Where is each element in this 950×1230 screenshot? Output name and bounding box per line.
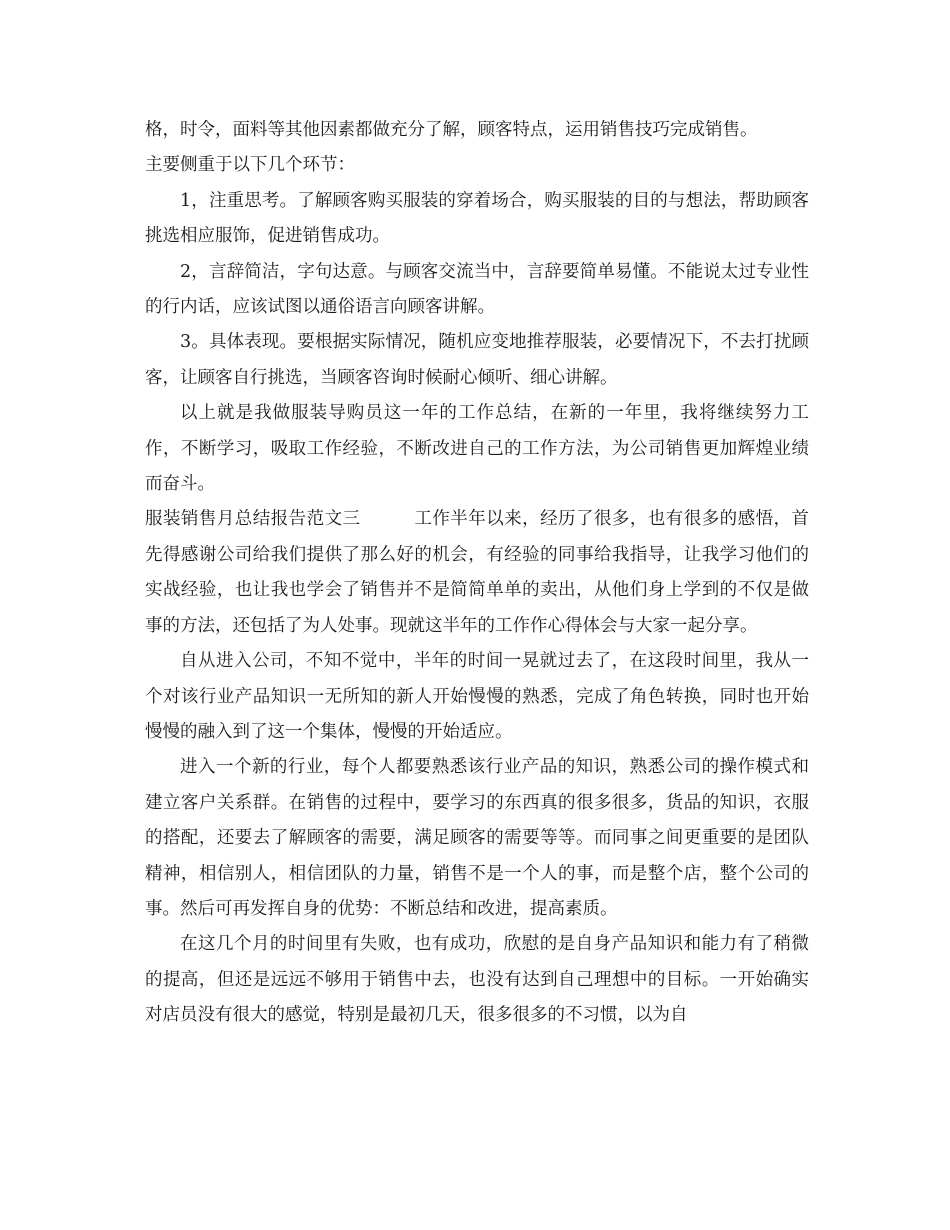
paragraph-10: 在这几个月的时间里有失败，也有成功，欣慰的是自身产品知识和能力有了稍微的提高，但还是远远不够用于销售中去，也没有达到自己理想中的目标。一开始确实对店员没有很大的感觉，特别是最初几天，很多很多的不习惯，以为自: [145, 934, 809, 1026]
paragraph-9: 进入一个新的行业，每个人都要熟悉该行业产品的知识，熟悉公司的操作模式和建立客户关系群。在销售的过程中，要学习的东西真的很多很多，货品的知识，衣服的搭配，还要去了解顾客的需要，满足顾客的需要等等。而同事之间更重要的是团队精神，相信别人，相信团队的力量，销售不是一个人的事，而是整个店，整个公司的事。然后可再发挥自身的优势：不断总结和改进，提高素质。: [145, 757, 809, 919]
paragraph-7: 服装销售月总结报告范文三 工作半年以来，经历了很多，也有很多的感悟，首先得感谢公司给我们提供了那么好的机会，有经验的同事给我指导，让我学习他们的实战经验，也让我也学会了销售并不是简简单单的卖出，从他们身上学到的不仅是做事的方法，还包括了为人处事。现就这半年的工作作心得体会与大家一起分享。: [145, 509, 809, 636]
paragraph-8: 自从进入公司，不知不觉中，半年的时间一晃就过去了，在这段时间里，我从一个对该行业产品知识一无所知的新人开始慢慢的熟悉，完成了角色转换，同时也开始慢慢的融入到了这一个集体，慢慢的开始适应。: [145, 651, 809, 742]
paragraph-4: 2，言辞简洁，字句达意。与顾客交流当中，言辞要简单易懂。不能说太过专业性的行内话，应该试图以通俗语言向顾客讲解。: [145, 261, 809, 318]
paragraph-5: 3。具体表现。要根据实际情况，随机应变地推荐服装，必要情况下，不去打扰顾客，让顾客自行挑选，当顾客咨询时候耐心倾听、细心讲解。: [145, 332, 809, 388]
paragraph-3: 1，注重思考。了解顾客购买服装的穿着场合，购买服装的目的与想法，帮助顾客挑选相应服饰，促进销售成功。: [145, 190, 809, 247]
paragraph-2: 主要侧重于以下几个环节：: [145, 155, 355, 176]
document-body: [145, 113, 809, 1034]
paragraph-1: 格，时令，面料等其他因素都做充分了解，顾客特点，运用销售技巧完成销售。: [145, 120, 758, 140]
paragraph-6: 以上就是我做服装导购员这一年的工作总结，在新的一年里，我将继续努力工作，不断学习，吸取工作经验，不断改进自己的工作方法，为公司销售更加辉煌业绩而奋斗。: [145, 403, 809, 495]
